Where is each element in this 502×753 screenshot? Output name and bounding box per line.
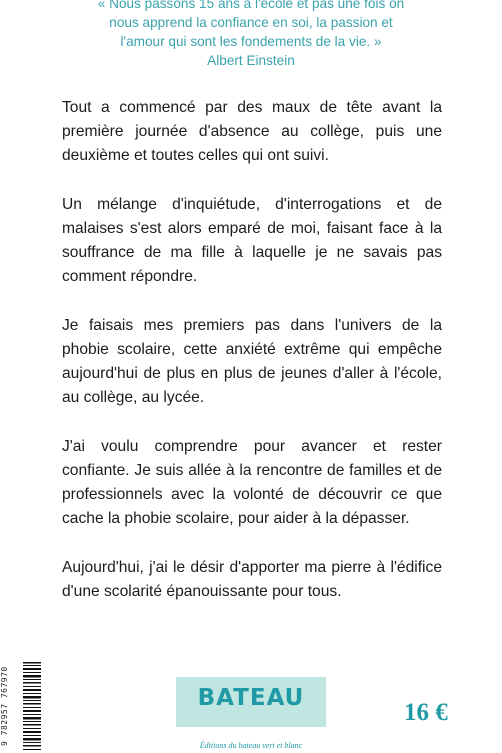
paragraph-1: Tout a commencé par des maux de tête avant la première journée d'absence au collège, puis une deuxième et toutes celles qui ont suivi.: [62, 99, 442, 164]
paragraph-5: Aujourd'hui, j'ai le désir d'apporter ma pierre à l'édifice d'une scolarité épanouissante pour tous.: [62, 559, 442, 600]
barcode-bars-icon: [22, 660, 42, 753]
logo-tagline: Éditions du bateau vert et blanc: [199, 741, 303, 750]
isbn-barcode: [0, 660, 42, 753]
quote-line-1: « Nous passons 15 ans à l'école et pas une fois on: [97, 0, 405, 11]
quote-line-3: l'amour qui sont les fondements de la vie. »: [120, 34, 382, 49]
epigraph-quote: [0, 0, 502, 70]
back-cover-text: [62, 96, 442, 629]
paragraph-4: J'ai voulu comprendre pour avancer et rester confiante. Je suis allée à la rencontre de familles et de professionnels avec la volonté de découvrir ce que cache la phobie scolaire, pour aider à la dépasser.: [62, 438, 442, 527]
quote-author: Albert Einstein: [207, 53, 295, 68]
logo-text: BATEAU: [197, 685, 305, 711]
paragraph-3: Je faisais mes premiers pas dans l'univers de la phobie scolaire, cette anxiété extrême qui empêche aujourd'hui de plus en plus de jeunes d'aller à l'école, au collège, au lycée.: [62, 317, 442, 406]
quote-line-2: nous apprend la confiance en soi, la passion et: [109, 15, 393, 30]
paragraph-2: Un mélange d'inquiétude, d'interrogations et de malaises s'est alors emparé de moi, faisant face à la souffrance de ma fille à laquelle je ne savais pas comment répondre.: [62, 196, 442, 285]
publisher-logo: [176, 677, 326, 750]
barcode-digits: 9 782957 767970: [0, 666, 9, 747]
price-label: 16 €: [404, 699, 448, 726]
